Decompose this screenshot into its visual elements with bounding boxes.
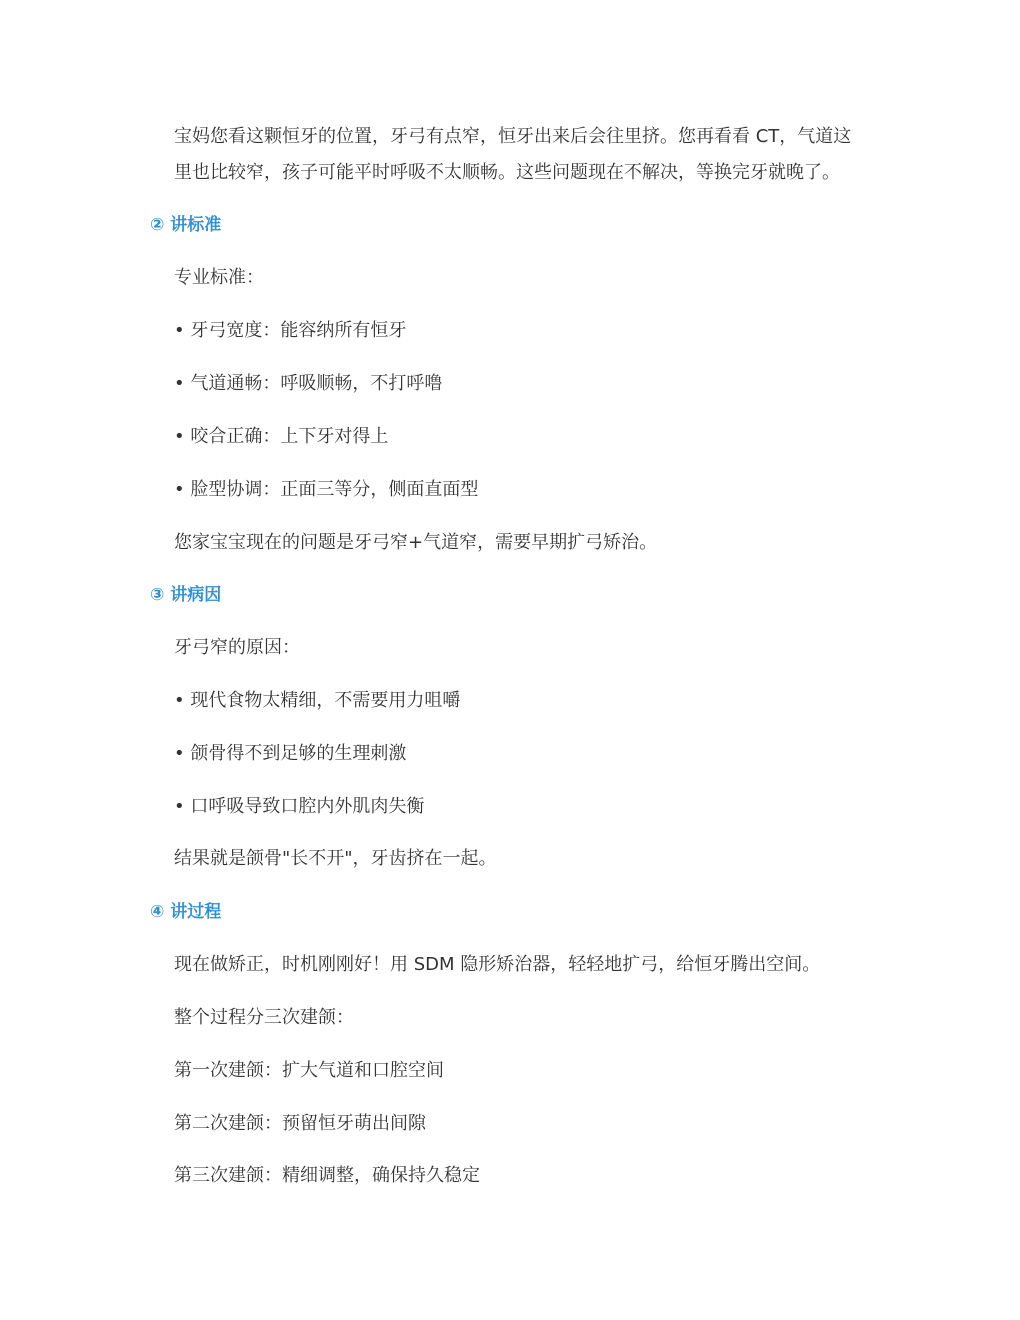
list-item: • 气道通畅：呼吸顺畅，不打呼噜 — [174, 373, 443, 394]
list-item: 第三次建颌：精细调整，确保持久稳定 — [174, 1165, 480, 1186]
process-paragraph: 现在做矫正，时机刚刚好！用 SDM 隐形矫治器，轻轻地扩弓，给恒牙腾出空间。 — [174, 954, 821, 975]
process-intro: 整个过程分三次建颌： — [174, 1007, 354, 1028]
cause-conclusion: 结果就是颌骨"长不开"，牙齿挤在一起。 — [174, 848, 497, 869]
standard-conclusion: 您家宝宝现在的问题是牙弓窄+气道窄，需要早期扩弓矫治。 — [174, 532, 658, 553]
list-item: • 牙弓宽度：能容纳所有恒牙 — [174, 320, 407, 341]
list-item: • 咬合正确：上下牙对得上 — [174, 426, 389, 447]
standard-intro: 专业标准： — [174, 267, 264, 288]
list-item: 第一次建颌：扩大气道和口腔空间 — [174, 1060, 444, 1081]
list-item: 第二次建颌：预留恒牙萌出间隙 — [174, 1113, 426, 1134]
cause-intro: 牙弓窄的原因： — [174, 637, 300, 658]
list-item: • 现代食物太精细，不需要用力咀嚼 — [174, 690, 461, 711]
list-item: • 口呼吸导致口腔内外肌肉失衡 — [174, 796, 425, 817]
section-heading-process: ④ 讲过程 — [150, 902, 222, 922]
section-heading-standard: ② 讲标准 — [150, 215, 222, 235]
intro-paragraph-line-2: 里也比较窄，孩子可能平时呼吸不太顺畅。这些问题现在不解决，等换完牙就晚了。 — [174, 162, 840, 183]
intro-paragraph-line-1: 宝妈您看这颗恒牙的位置，牙弓有点窄，恒牙出来后会往里挤。您再看看 CT，气道这 — [174, 126, 852, 147]
section-heading-cause: ③ 讲病因 — [150, 585, 222, 605]
list-item: • 颌骨得不到足够的生理刺激 — [174, 743, 407, 764]
list-item: • 脸型协调：正面三等分，侧面直面型 — [174, 479, 479, 500]
